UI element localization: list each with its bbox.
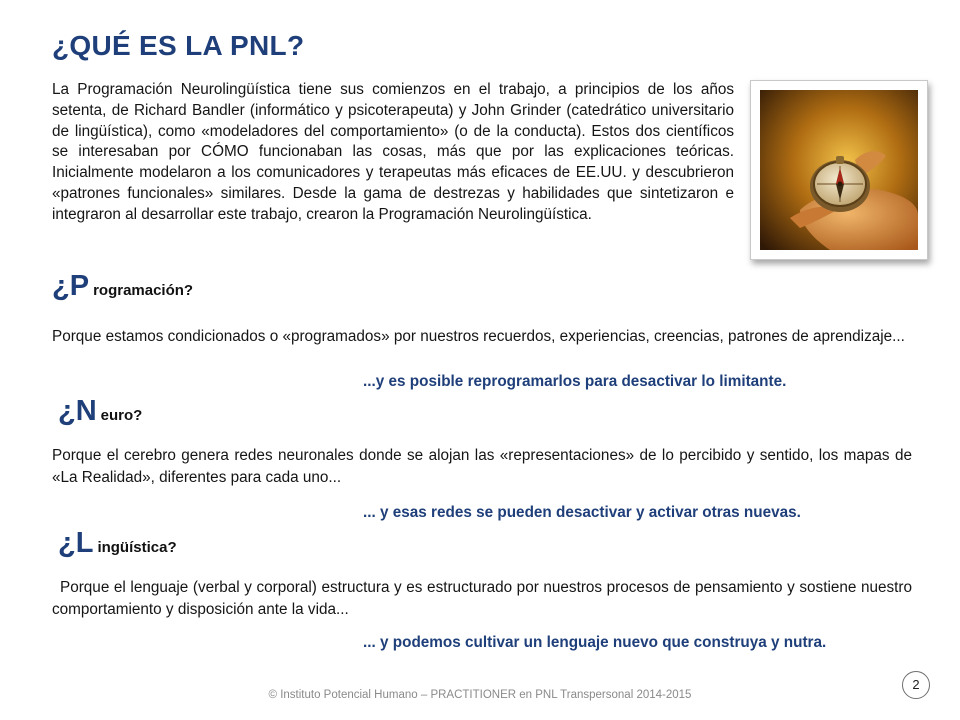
compass-in-hand-photo bbox=[750, 80, 928, 260]
heading-rest: rogramación? bbox=[93, 282, 194, 299]
section-text-neuro: Porque el cerebro genera redes neuronales donde se alojan las «representaciones» de lo percibido y sentido, los mapas de «La Realidad», diferentes para cada uno... bbox=[52, 447, 912, 486]
compass-icon bbox=[760, 90, 918, 250]
section-heading-neuro bbox=[58, 395, 142, 428]
heading-rest: euro? bbox=[100, 407, 143, 424]
footer-copyright: © Instituto Potencial Humano – PRACTITIONER en PNL Transpersonal 2014-2015 bbox=[268, 689, 692, 701]
section-heading-linguistica bbox=[58, 527, 177, 560]
section-conclusion-neuro: ... y esas redes se pueden desactivar y activar otras nuevas. bbox=[363, 504, 801, 521]
section-conclusion-programacion: ...y es posible reprogramarlos para desactivar lo limitante. bbox=[363, 373, 787, 390]
slide-title: ¿QUÉ ES LA PNL? bbox=[52, 30, 305, 61]
section-text-linguistica: Porque el lenguaje (verbal y corporal) estructura y es estructurado por nuestros procesos de pensamiento y sostiene nuestro comportamiento y disposición ante la vida... bbox=[52, 579, 912, 618]
section-conclusion-linguistica: ... y podemos cultivar un lenguaje nuevo que construya y nutra. bbox=[363, 634, 827, 651]
heading-rest: ingüística? bbox=[97, 539, 177, 556]
section-heading-programacion bbox=[52, 270, 193, 303]
page-number-badge: 2 bbox=[902, 671, 930, 699]
heading-initial: ¿N bbox=[58, 395, 97, 427]
heading-initial: ¿L bbox=[58, 527, 94, 559]
section-text-programacion: Porque estamos condicionados o «programados» por nuestros recuerdos, experiencias, creencias, patrones de aprendizaje... bbox=[52, 328, 905, 345]
heading-initial: ¿P bbox=[52, 270, 90, 302]
intro-paragraph: La Programación Neurolingüística tiene sus comienzos en el trabajo, a principios de los años setenta, de Richard Bandler (informático y psicoterapeuta) y John Grinder (catedrático universitario de lingüística), como «modeladores del comportamiento» (o de la conducta). Estos dos científicos se interesaban por CÓMO funcionaban las cosas, más que por las explicaciones teóricas. Inicialmente modelaron a los comunicadores y terapeutas más eficaces de EE.UU. y descubrieron «patrones funcionales» similares. Desde la gama de destrezas y habilidades que sintetizaron e integraron al desarrollar este trabajo, crearon la Programación Neurolingüística. bbox=[52, 81, 734, 223]
